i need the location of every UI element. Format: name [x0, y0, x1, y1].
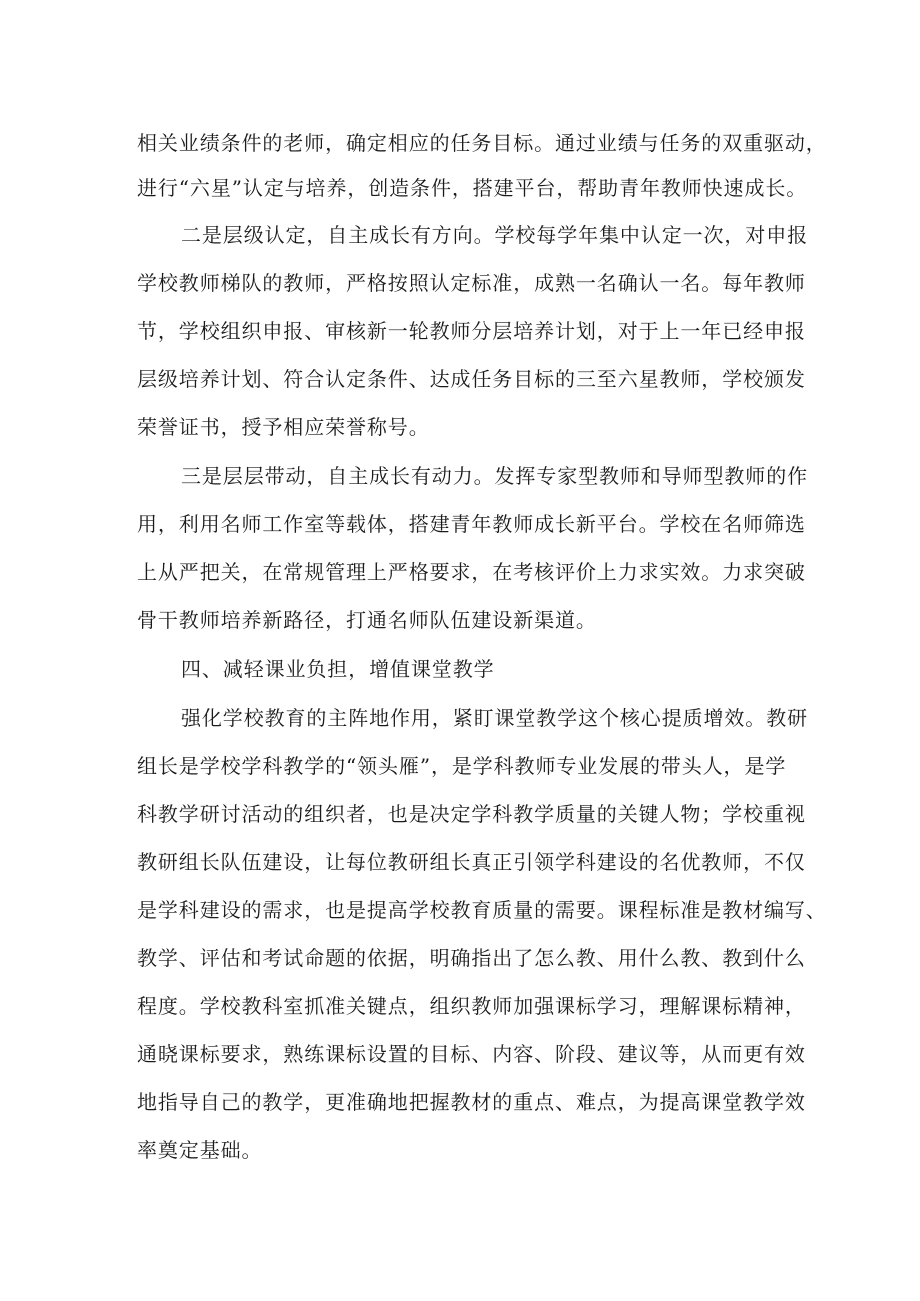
paragraph-line: 程度。学校教科室抓准关键点，组织教师加强课标学习，理解课标精神，: [137, 994, 806, 1018]
paragraph-line: 用，利用名师工作室等载体，搭建青年教师成长新平台。学校在名师筛选: [137, 512, 806, 536]
paragraph-line: 教研组长队伍建设，让每位教研组长真正引领学科建设的名优教师，不仅: [137, 850, 806, 874]
paragraph-line: 通晓课标要求，熟练课标设置的目标、内容、阶段、建议等，从而更有效: [137, 1042, 806, 1066]
paragraph-line: 三是层层带动，自主成长有动力。发挥专家型教师和导师型教师的作: [181, 464, 808, 488]
paragraph-line: 节，学校组织申报、审核新一轮教师分层培养计划，对于上一年已经申报: [137, 319, 806, 343]
paragraph-line: 科教学研讨活动的组织者，也是决定学科教学质量的关键人物；学校重视: [137, 802, 806, 826]
paragraph-line: 荣誉证书，授予相应荣誉称号。: [137, 415, 430, 439]
paragraph-line: 骨干教师培养新路径，打通名师队伍建设新渠道。: [137, 608, 597, 632]
paragraph-line: 上从严把关，在常规管理上严格要求，在考核评价上力求实效。力求突破: [137, 560, 806, 584]
paragraph-line: 率奠定基础。: [137, 1138, 263, 1162]
paragraph-line: 学校教师梯队的教师，严格按照认定标准，成熟一名确认一名。每年教师: [137, 271, 806, 295]
paragraph-line: 地指导自己的教学，更准确地把握教材的重点、难点，为提高课堂教学效: [137, 1090, 806, 1114]
paragraph-line: 教学、评估和考试命题的依据，明确指出了怎么教、用什么教、教到什么: [137, 946, 806, 970]
paragraph-line: 相关业绩条件的老师，确定相应的任务目标。通过业绩与任务的双重驱动，: [137, 131, 827, 155]
paragraph-line: 进行“六星”认定与培养，创造条件，搭建平台，帮助青年教师快速成长。: [137, 176, 808, 200]
paragraph-line: 二是层级认定，自主成长有方向。学校每学年集中认定一次，对申报: [181, 223, 808, 247]
section-heading: 四、减轻课业负担，增值课堂教学: [181, 657, 495, 681]
paragraph-line: 层级培养计划、符合认定条件、达成任务目标的三至六星教师，学校颁发: [137, 367, 806, 391]
paragraph-line: 是学科建设的需求，也是提高学校教育质量的需要。课程标准是教材编写、: [137, 898, 827, 922]
paragraph-line: 强化学校教育的主阵地作用，紧盯课堂教学这个核心提质增效。教研: [181, 706, 808, 730]
paragraph-line: 组长是学校学科教学的“领头雁”，是学科教师专业发展的带头人，是学: [137, 754, 787, 778]
